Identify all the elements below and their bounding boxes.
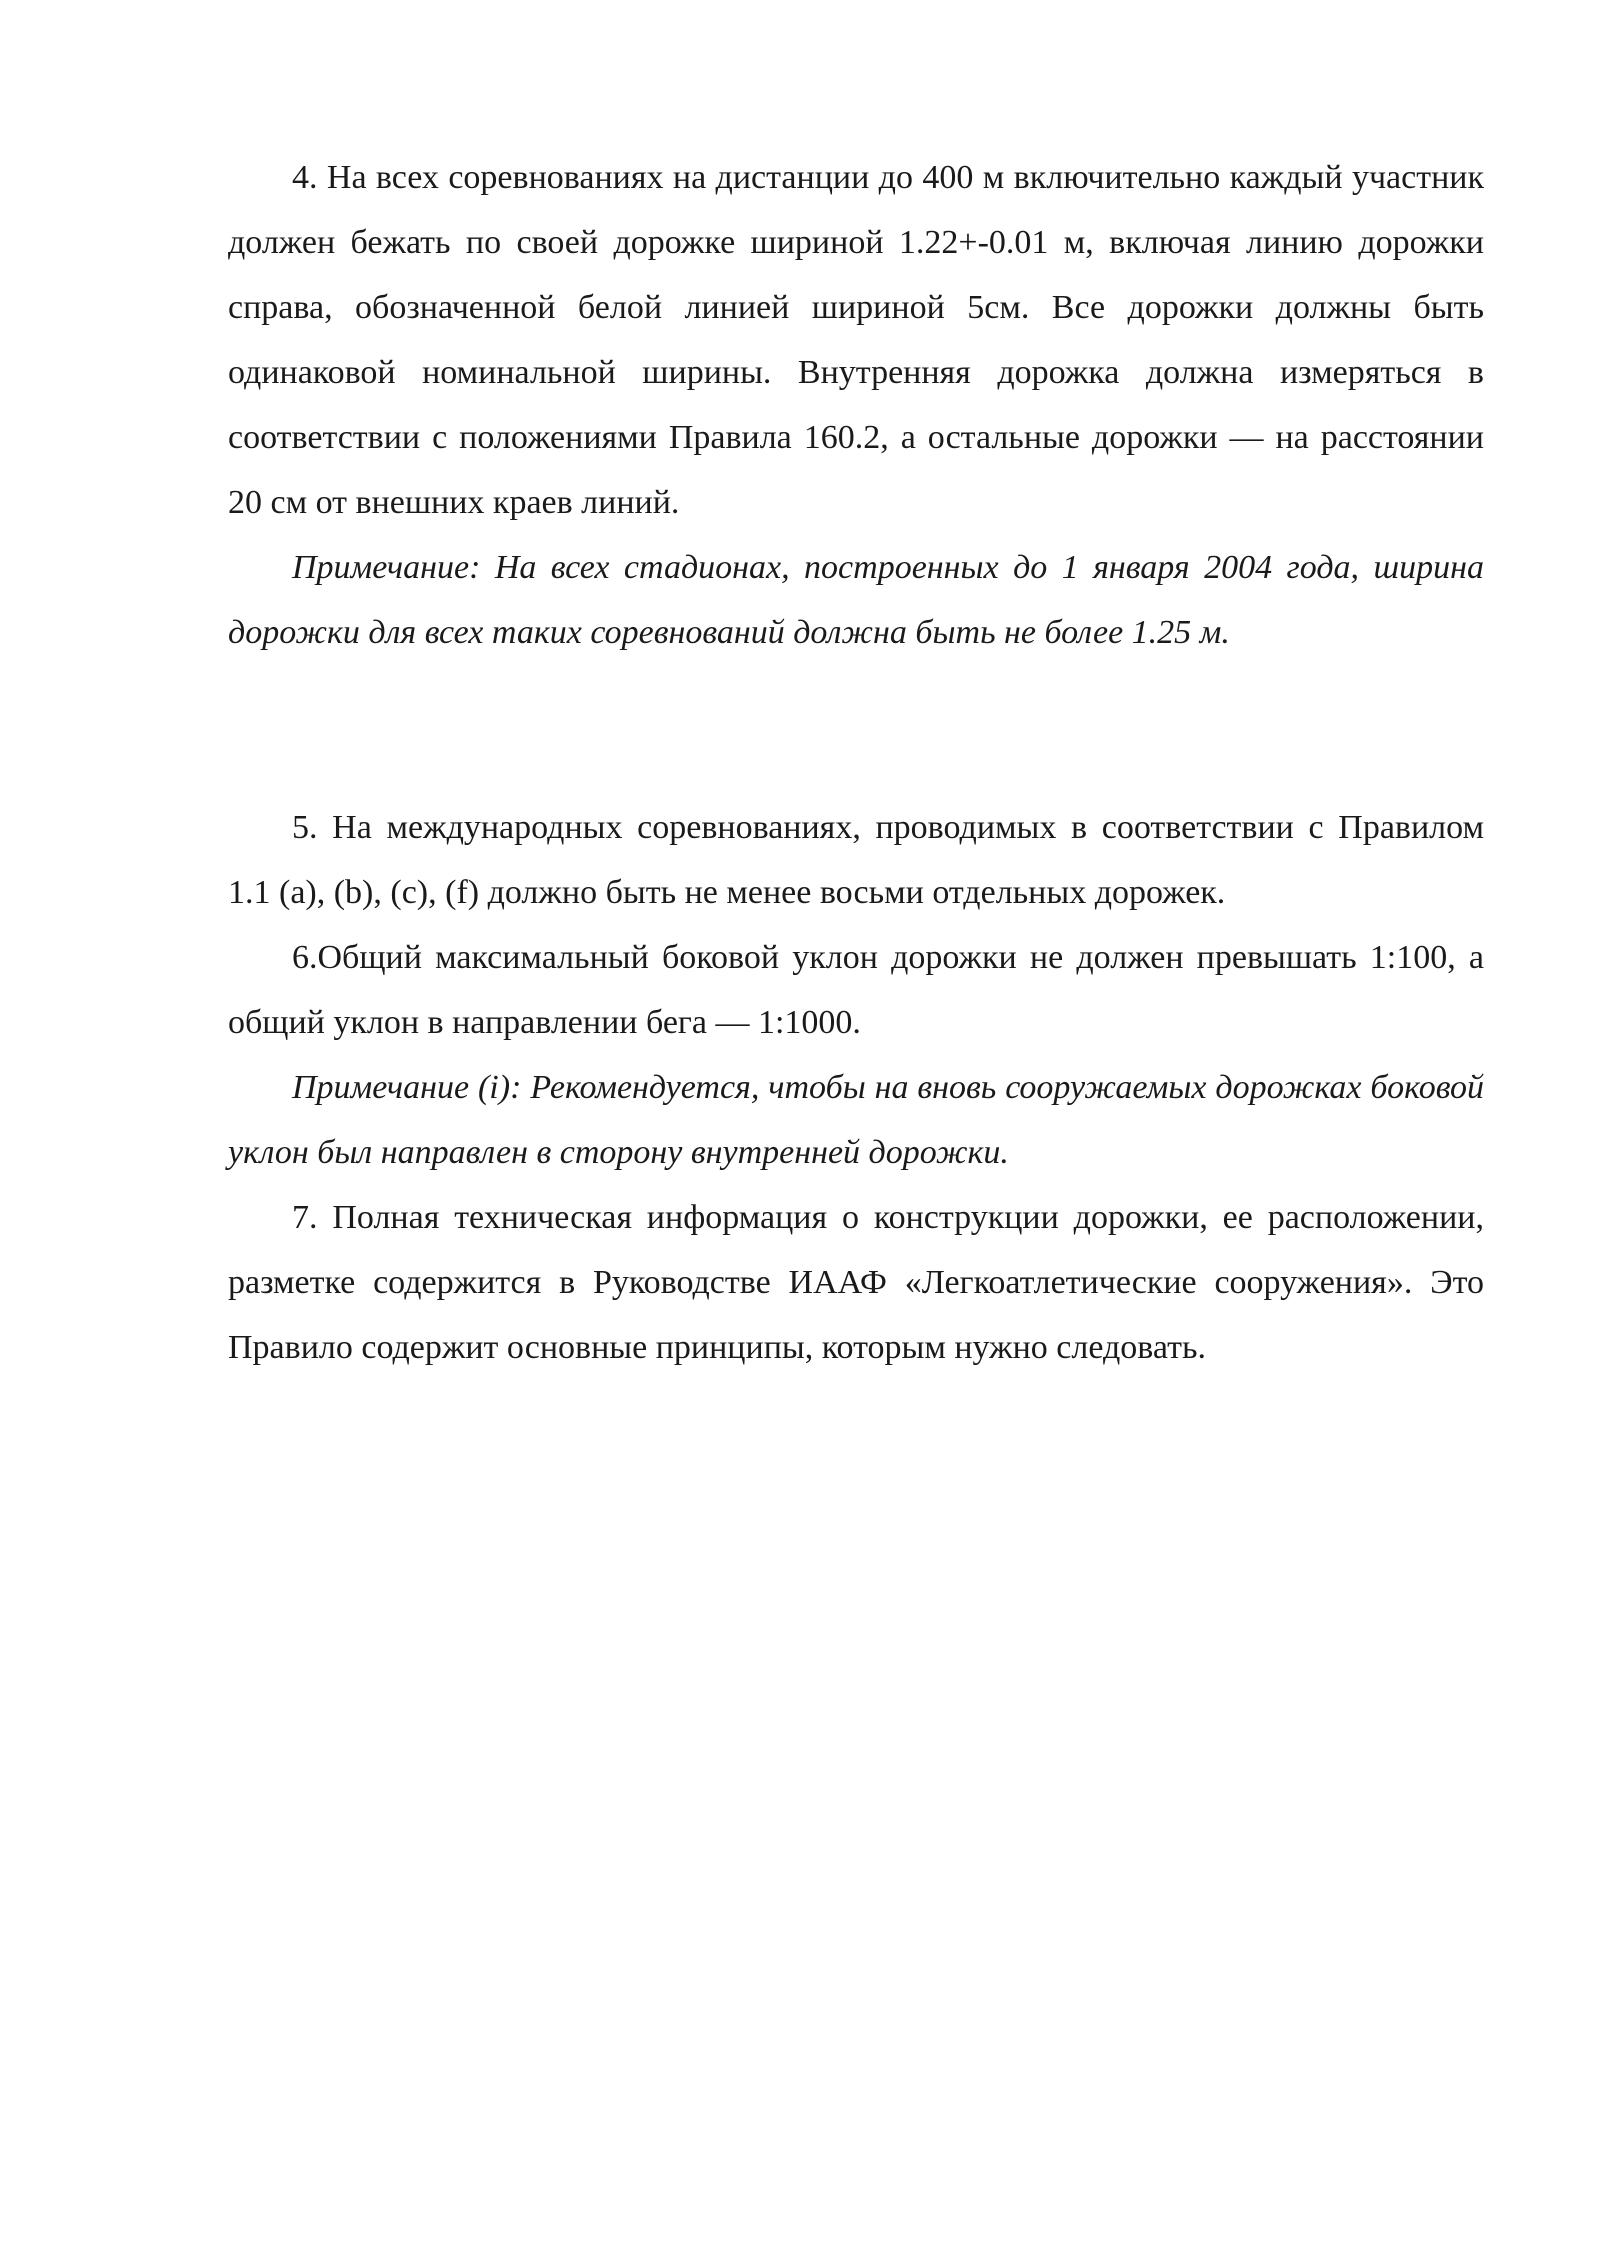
paragraph-rule-6: 6.Общий максимальный боковой уклон дорожки не должен превышать 1:100, а общий уклон в направлении бега — 1:1000.: [228, 939, 1484, 1041]
document-body: [228, 145, 1484, 1380]
note-paragraph-rule-6: Примечание (i): Рекомендуется, чтобы на вновь сооружаемых дорожках боковой уклон был направлен в сторону внутренней дорожки.: [228, 1069, 1484, 1171]
note-paragraph-rule-4: Примечание: На всех стадионах, построенных до 1 января 2004 года, ширина дорожки для всех таких соревнований должна быть не более 1.25 м.: [228, 549, 1484, 651]
paragraph-rule-4: 4. На всех соревнованиях на дистанции до 400 м включительно каждый участник должен бежать по своей дорожке шириной 1.22+-0.01 м, включая линию дорожки справа, обозначенной белой линией шириной 5см. Все дорожки должны быть одинаковой номинальной ширины. Внутренняя дорожка должна измеряться в соответствии с положениями Правила 160.2, а остальные дорожки — на расстоянии 20 см от внешних краев линий.: [228, 159, 1484, 521]
paragraph-spacer: [228, 665, 1484, 795]
paragraph-rule-7: 7. Полная техническая информация о конструкции дорожки, ее расположении, разметке содержится в Руководстве ИААФ «Легкоатлетические сооружения». Это Правило содержит основные принципы, которым нужно следовать.: [228, 1199, 1484, 1366]
paragraph-rule-5: 5. На международных соревнованиях, проводимых в соответствии с Правилом 1.1 (a), (b), (c), (f) должно быть не менее восьми отдельных дорожек.: [228, 809, 1484, 911]
